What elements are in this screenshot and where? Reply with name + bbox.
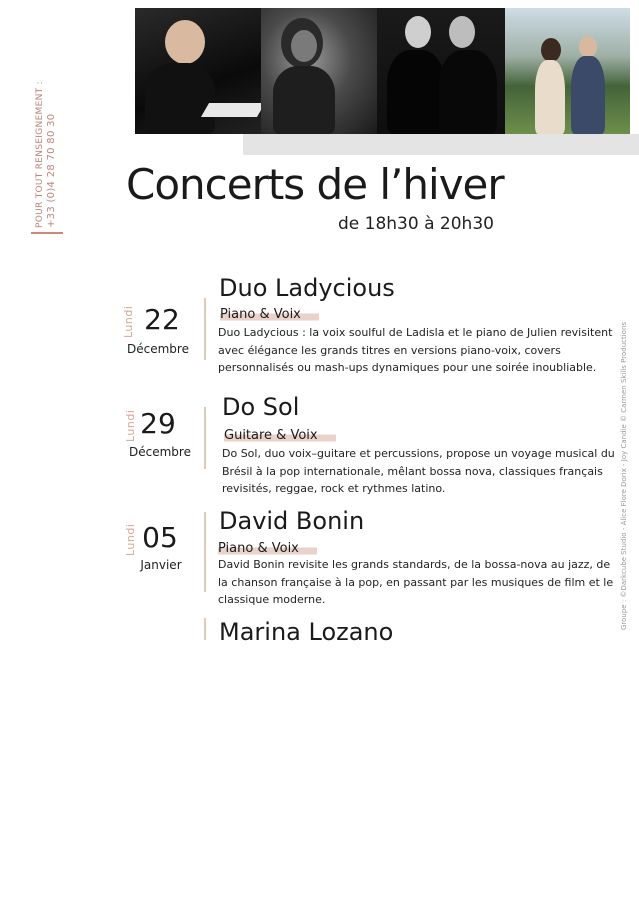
contact-phone: +33 (0)4 28 70 80 30: [46, 113, 57, 228]
date-month: Décembre: [129, 445, 191, 459]
pianist-photo: [135, 8, 261, 134]
contact-label: POUR TOUT RENSEIGNEMENT :: [35, 81, 45, 228]
date-number: 22: [144, 303, 180, 336]
singer-photo: [261, 8, 377, 134]
concert-title: Duo Ladycious: [219, 274, 395, 302]
divider-line: [204, 618, 206, 640]
divider-line: [204, 512, 206, 592]
concert-title: David Bonin: [219, 507, 365, 535]
contact-sidebar: [33, 81, 57, 228]
photo-strip: [135, 8, 630, 134]
day-label: Lundi: [122, 305, 135, 338]
concert-subtitle: Piano & Voix: [218, 541, 317, 556]
concert-subtitle: Piano & Voix: [220, 307, 319, 322]
credits-text: Groupe : ©Darkcube Studio - Alice Flore Dorix - Joy Candie © Carmen Skills Productions: [620, 321, 628, 630]
concert-subtitle: Guitare & Voix: [224, 428, 336, 443]
couple-photo: [505, 8, 630, 134]
date-month: Janvier: [140, 558, 182, 572]
date-number: 29: [140, 407, 176, 440]
concert-title: Do Sol: [222, 393, 300, 421]
page-title: Concerts de l’hiver: [126, 160, 504, 209]
accent-bar: [31, 232, 63, 234]
concert-description: Duo Ladycious : la voix soulful de Ladisla et le piano de Julien revisitent avec élégance les grands titres en versions piano-voix, covers personnalisés ou mash-ups dynamiques pour une soirée inoubliable.: [218, 326, 613, 374]
page-subtitle: de 18h30 à 20h30: [338, 214, 494, 234]
date-month: Décembre: [127, 342, 189, 356]
photo-credits: [620, 321, 632, 910]
concert-description: David Bonin revisite les grands standards, de la bossa-nova au jazz, de la chanson française à la pop, en passant par les musiques de film et le classique moderne.: [218, 558, 614, 606]
date-number: 05: [142, 521, 178, 554]
day-label: Lundi: [124, 523, 137, 556]
divider-line: [204, 298, 206, 360]
concert-title: Marina Lozano: [219, 618, 394, 646]
decorative-band: [243, 134, 639, 155]
concert-description: Do Sol, duo voix–guitare et percussions, propose un voyage musical du Brésil à la pop internationale, mêlant bossa nova, classiques français revisités, reggae, rock et rythmes latino.: [222, 447, 615, 495]
day-label: Lundi: [124, 409, 137, 442]
divider-line: [204, 407, 206, 469]
duo-photo: [377, 8, 505, 134]
